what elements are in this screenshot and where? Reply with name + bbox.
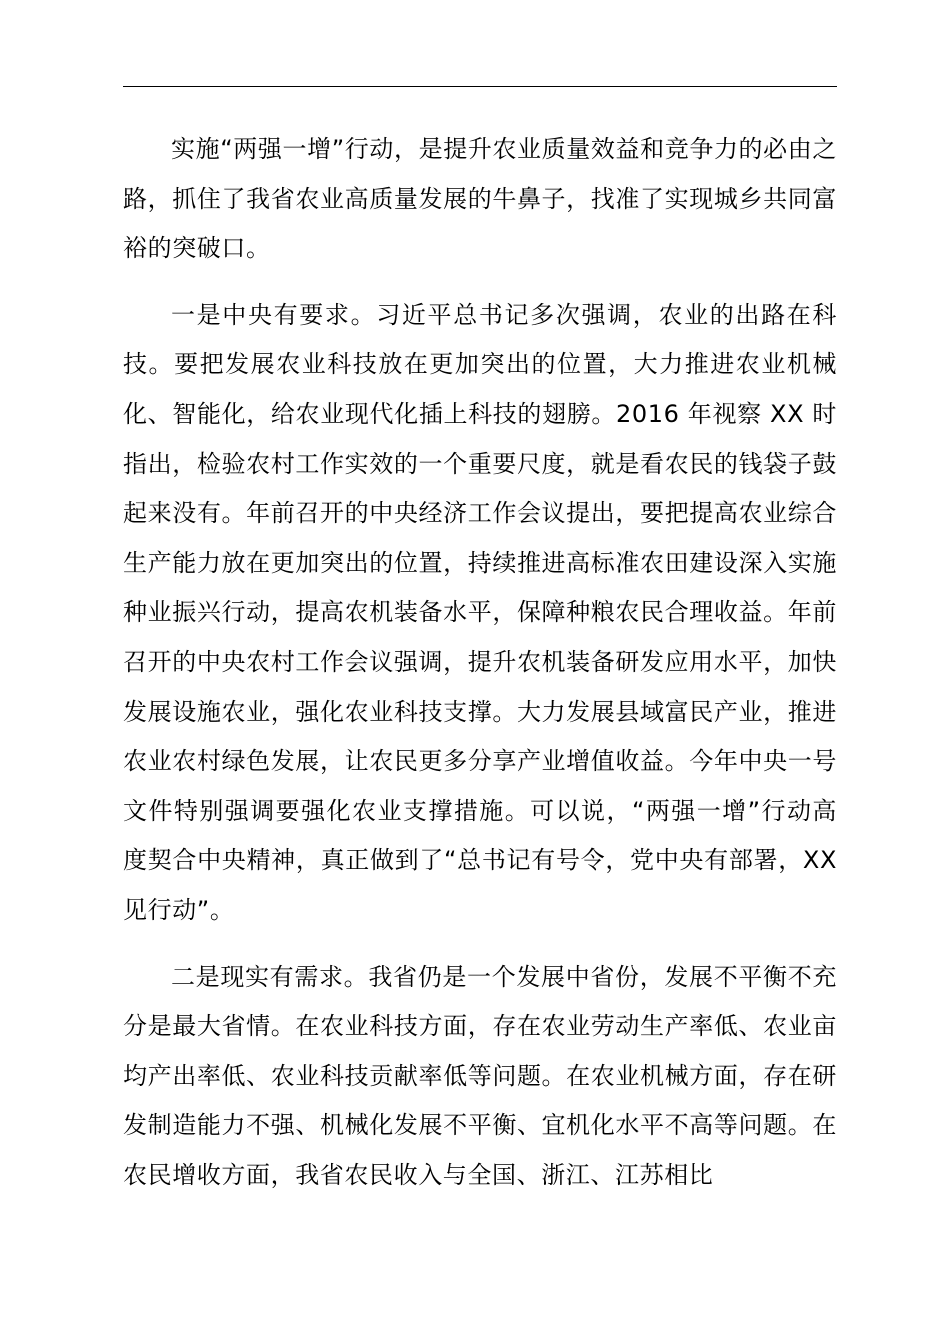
paragraph-practical-needs: 二是现实有需求。我省仍是一个发展中省份，发展不平衡不充分是最大省情。在农业科技方面，存在农业劳动生产率低、农业亩均产出率低、农业科技贡献率低等问题。在农业机械方面，存在研发制造能力不强、机械化发展不平衡、宜机化水平不高等问题。在农民增收方面，我省农民收入与全国、浙江、江苏相比 <box>123 962 837 1189</box>
document-body <box>123 125 837 1217</box>
paragraph-intro: 实施“两强一增”行动，是提升农业质量效益和竞争力的必由之路，抓住了我省农业高质量发展的牛鼻子，找准了实现城乡共同富裕的突破口。 <box>123 135 837 263</box>
paragraph-central-requirements: 一是中央有要求。习近平总书记多次强调，农业的出路在科技。要把发展农业科技放在更加突出的位置，大力推进农业机械化、智能化，给农业现代化插上科技的翅膀。2016 年视察 XX 时指出，检验农村工作实效的一个重要尺度，就是看农民的钱袋子鼓起来没有。年前召开的中央经济工作会议提出，要把提高农业综合生产能力放在更加突出的位置，持续推进高标准农田建设深入实施种业振兴行动，提高农机装备水平，保障种粮农民合理收益。年前召开的中央农村工作会议强调，提升农机装备研发应用水平，加快发展设施农业，强化农业科技支撑。大力发展县域富民产业，推进农业农村绿色发展，让农民更多分享产业增值收益。今年中央一号文件特别强调要强化农业支撑措施。可以说，“两强一增”行动高度契合中央精神，真正做到了“总书记有号令，党中央有部署，XX 见行动”。 <box>123 300 837 924</box>
header-rule <box>123 86 837 87</box>
